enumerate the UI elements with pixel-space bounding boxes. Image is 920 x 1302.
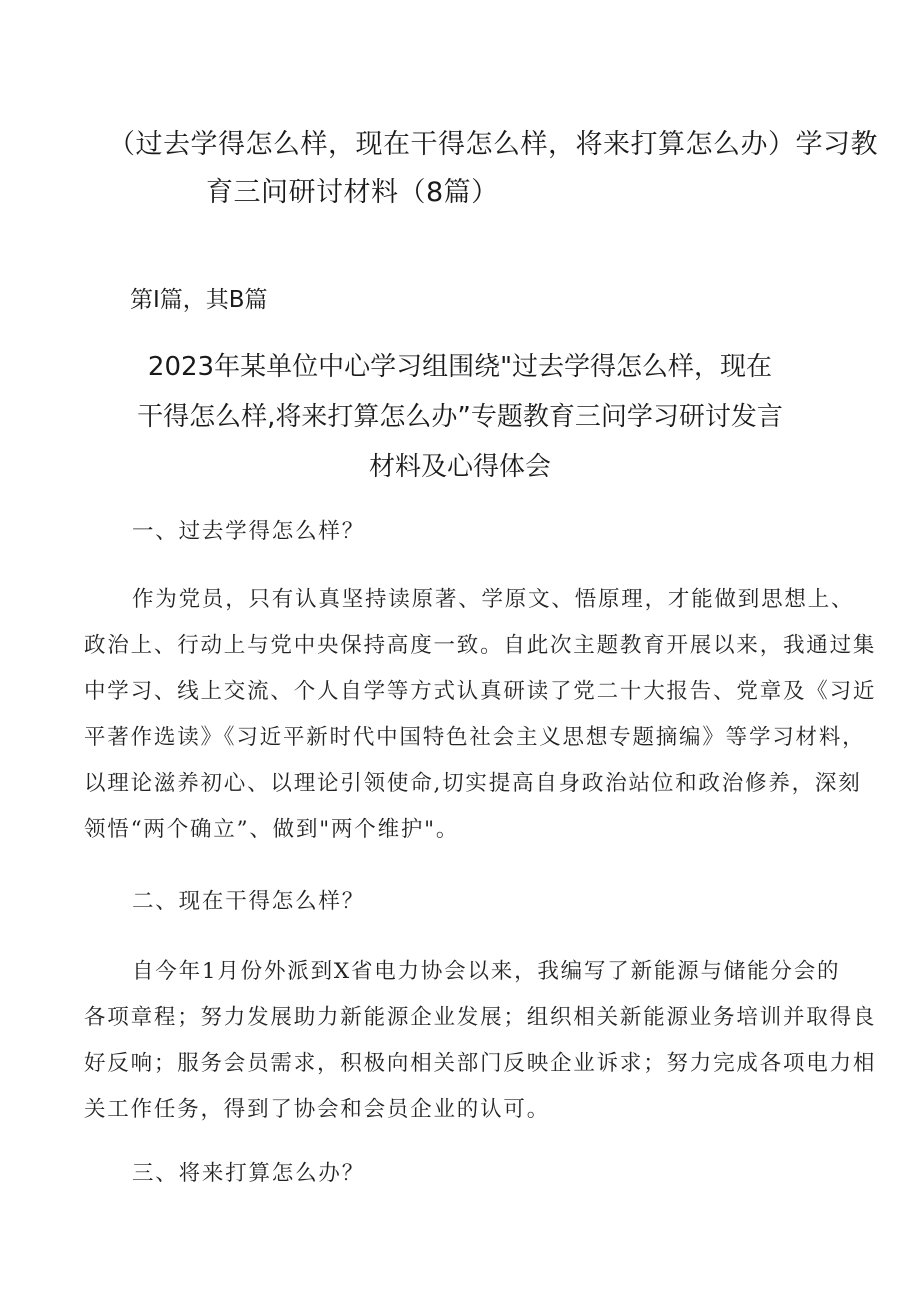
paragraph-line: 以理论滋养初心、以理论引领使命,切实提高自身政治站位和政治修养，深刻 xyxy=(84,771,862,796)
paragraph-line: 中学习、线上交流、个人自学等方式认真研读了党二十大报告、党章及《习近 xyxy=(84,679,877,704)
section-heading: 三、将来打算怎么办？ xyxy=(132,1161,366,1186)
paragraph-line: 平著作选读》《习近平新时代中国特色社会主义思想专题摘编》等学习材料， xyxy=(84,725,866,750)
article-subtitle-line: 材料及心得体会 xyxy=(368,452,551,482)
paragraph-line: 领悟“两个确立”、做到"两个维护"。 xyxy=(84,817,460,842)
paragraph-line: 各项章程；努力发展助力新能源企业发展；组织相关新能源业务培训并取得良 xyxy=(84,1005,877,1030)
document-title-line: 育三问研讨材料（8篇） xyxy=(206,177,499,208)
paragraph-line: 关工作任务，得到了协会和会员企业的认可。 xyxy=(84,1097,551,1122)
article-subtitle-line: 2023年某单位中心学习组围绕"过去学得怎么样，现在 xyxy=(147,352,773,382)
paragraph-line: 政治上、行动上与党中央保持高度一致。自此次主题教育开展以来，我通过集 xyxy=(84,633,877,658)
document-title-line: （过去学得怎么样，现在干得怎么样，将来打算怎么办）学习教 xyxy=(108,129,878,160)
section-heading: 一、过去学得怎么样？ xyxy=(132,519,366,544)
paragraph-line: 自今年1月份外派到X省电力协会以来，我编写了新能源与储能分会的 xyxy=(132,959,841,984)
paragraph-line: 作为党员，只有认真坚持读原著、学原文、悟原理，才能做到思想上、 xyxy=(132,587,855,612)
part-label: 第Ⅰ篇，其B篇 xyxy=(130,287,268,313)
section-heading: 二、现在干得怎么样？ xyxy=(132,889,366,914)
paragraph-line: 好反响；服务会员需求，积极向相关部门反映企业诉求；努力完成各项电力相 xyxy=(84,1051,877,1076)
article-subtitle-line: 干得怎么样,将来打算怎么办”专题教育三问学习研讨发言 xyxy=(137,402,783,432)
